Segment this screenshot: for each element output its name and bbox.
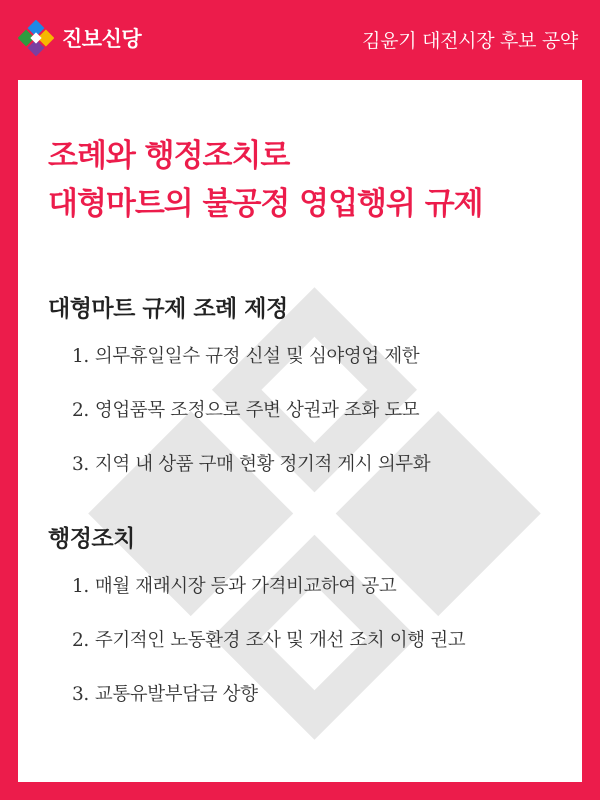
campaign-label: 김윤기 대전시장 후보 공약 [362,30,578,52]
section-title: 대형마트 규제 조례 제정 [48,296,288,322]
item-number: 3. [72,684,89,705]
pledge-card [18,80,582,782]
list-item [72,398,419,424]
section-administrative [48,524,466,705]
item-number: 1. [72,346,89,367]
item-text: 교통유발부담금 상향 [94,684,258,705]
section-title: 행정조치 [48,526,135,552]
party-name: 진보신당 [62,27,142,51]
section-ordinance [48,294,431,475]
title-line-1: 조례와 행정조치로 [48,138,290,174]
item-number: 1. [72,576,89,597]
list-item [72,452,430,478]
item-text: 의무휴일일수 규정 신설 및 심야영업 제한 [94,346,420,367]
item-text: 지역 내 상품 구매 현황 정기적 게시 의무화 [94,454,431,475]
list-item [72,682,258,708]
list-item [72,344,419,370]
item-number: 2. [72,400,89,421]
list-item [72,628,465,654]
item-number: 3. [72,454,89,475]
party-logo-icon [18,20,54,56]
party-logo [18,20,141,56]
item-text: 주기적인 노동환경 조사 및 개선 조치 이행 권고 [94,630,466,651]
title-line-2: 대형마트의 불공정 영업행위 규제 [48,186,483,222]
item-text: 영업품목 조정으로 주변 상권과 조화 도모 [94,400,420,421]
page-title [48,132,483,228]
header-bar [0,0,600,80]
list-item [72,574,396,600]
item-number: 2. [72,630,89,651]
item-text: 매월 재래시장 등과 가격비교하여 공고 [94,576,397,597]
